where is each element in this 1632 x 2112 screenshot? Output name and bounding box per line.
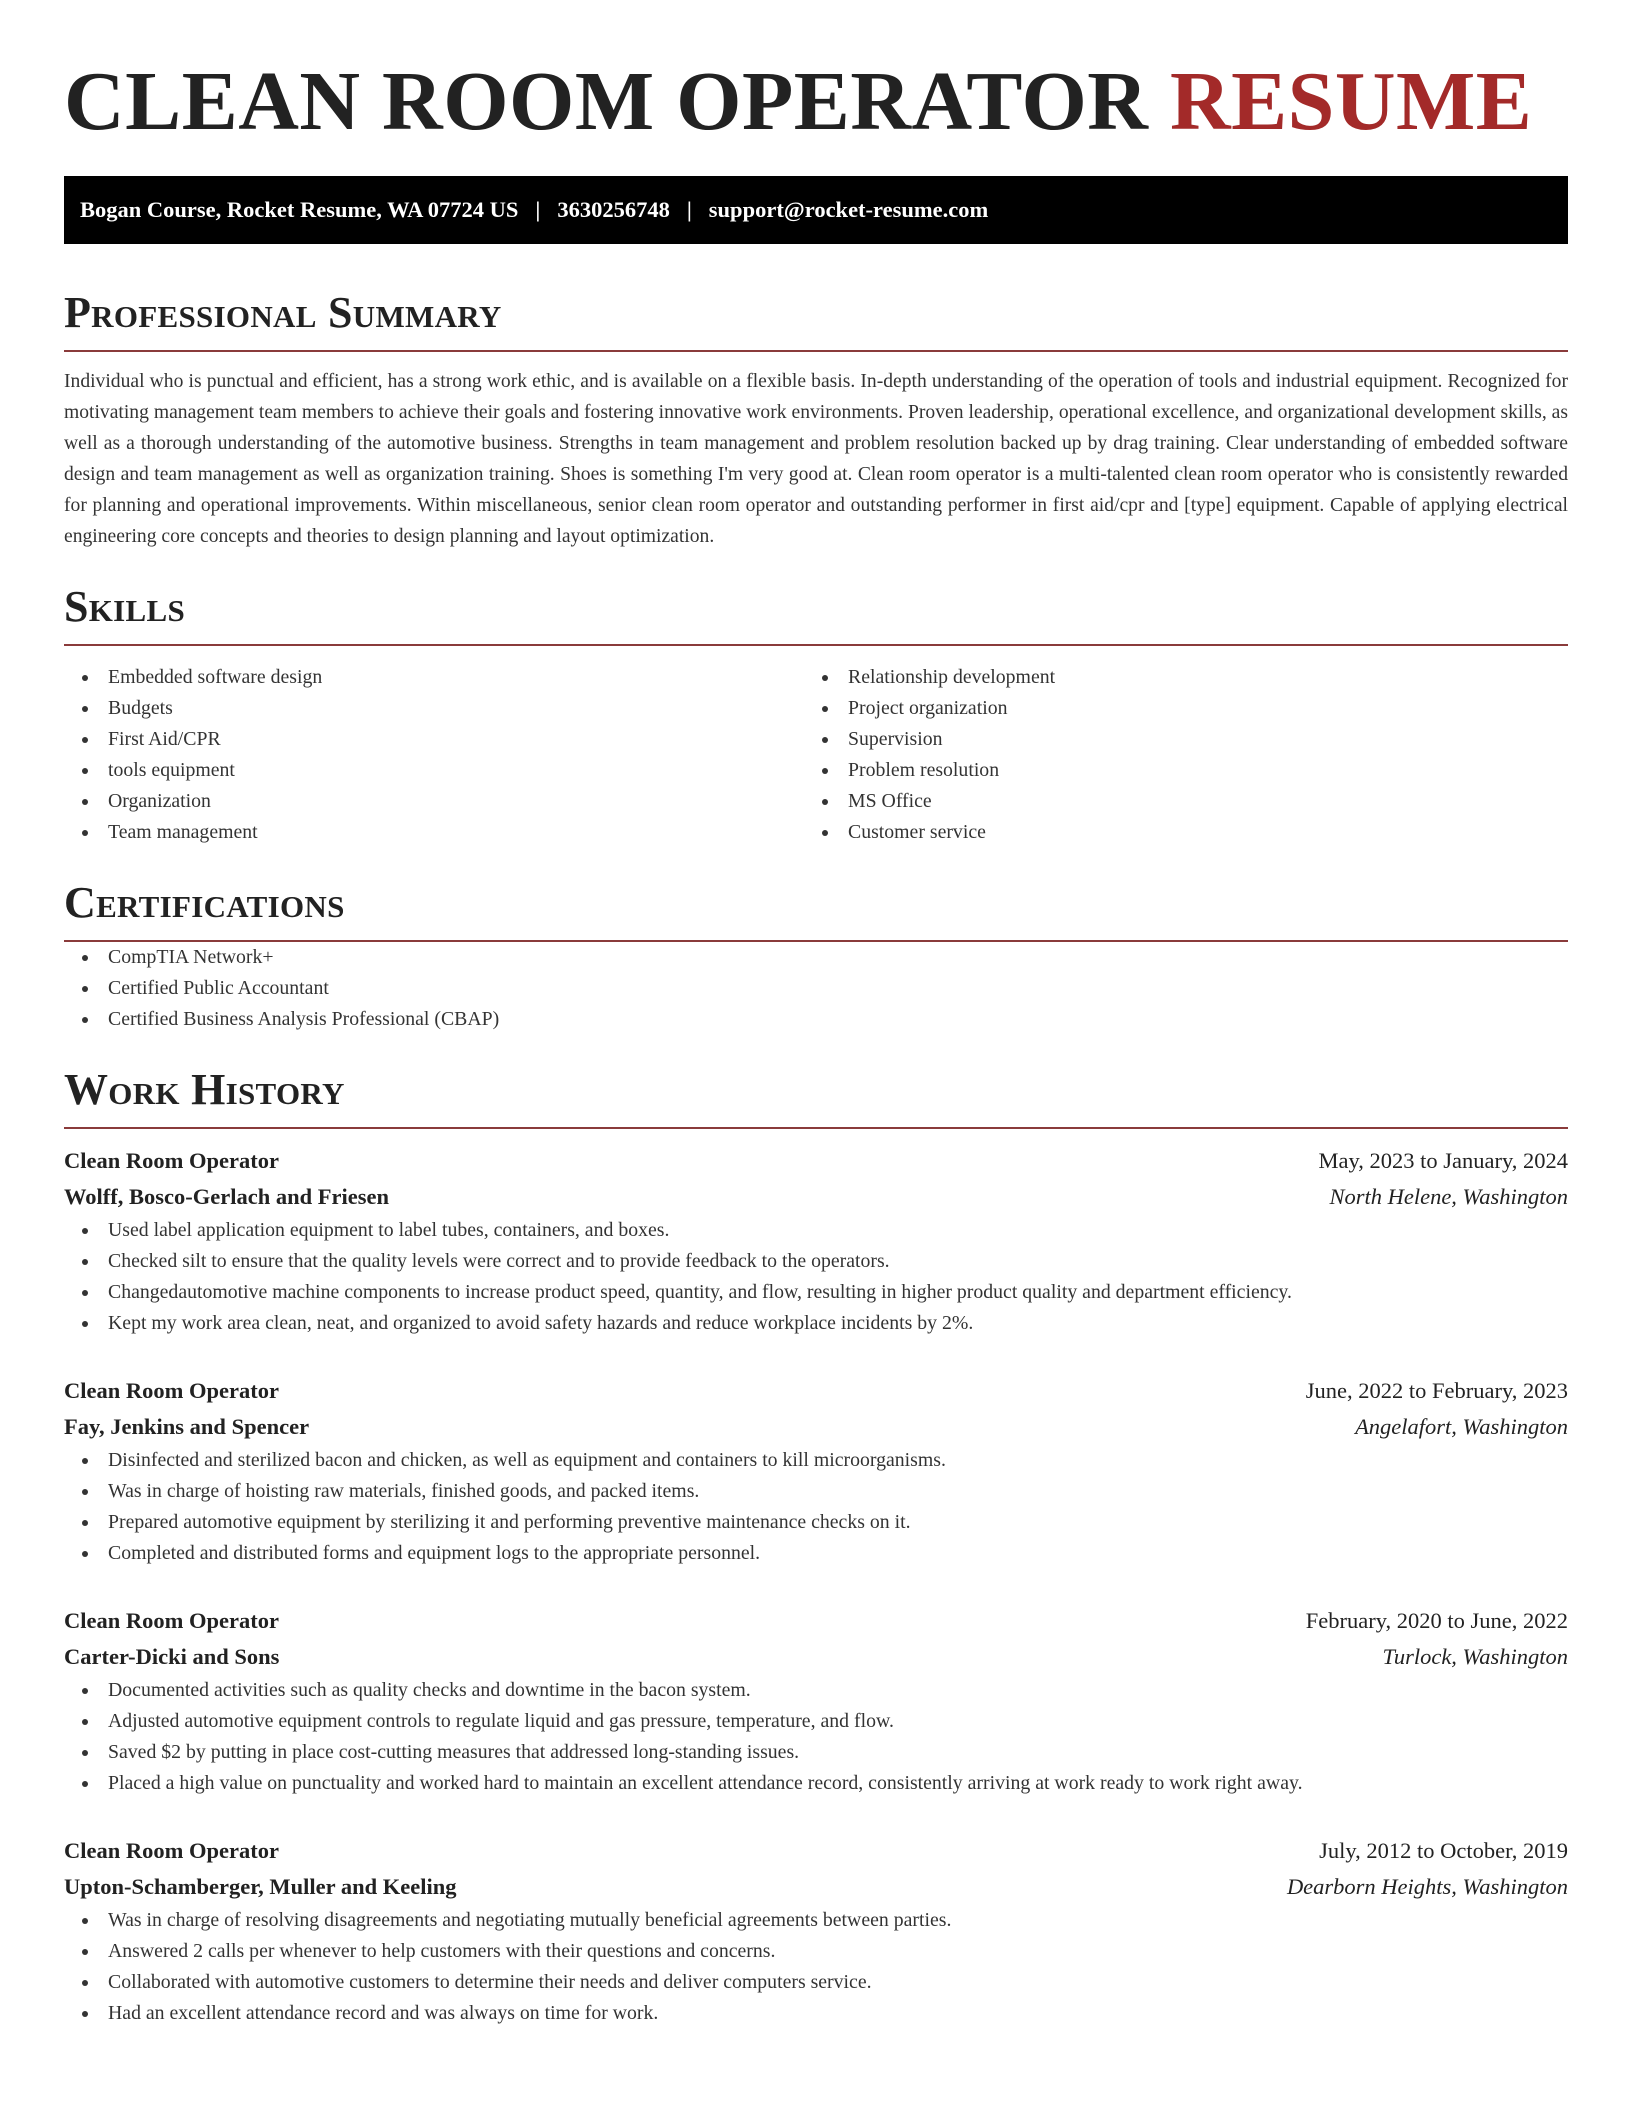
certifications-section (64, 878, 1568, 1035)
title-accent: RESUME (1169, 55, 1533, 148)
job-bullet: Prepared automotive equipment by sterilizing it and performing preventive maintenance checks on it. (64, 1507, 1568, 1538)
resume-title (64, 56, 1568, 148)
job-bullet: Completed and distributed forms and equipment logs to the appropriate personnel. (64, 1538, 1568, 1569)
job-title: Clean Room Operator (64, 1378, 279, 1403)
job-bullet: Placed a high value on punctuality and worked hard to maintain an excellent attendance record, consistently arriving at work ready to work right away. (64, 1768, 1568, 1799)
job-bullet: Kept my work area clean, neat, and organized to avoid safety hazards and reduce workplace incidents by 2%. (64, 1308, 1568, 1339)
job-bullet: Used label application equipment to label tubes, containers, and boxes. (64, 1215, 1568, 1246)
job-bullet: Disinfected and sterilized bacon and chicken, as well as equipment and containers to kill microorganisms. (64, 1445, 1568, 1476)
skill-item: Problem resolution (804, 755, 1544, 786)
skills-section (64, 582, 1568, 848)
contact-bar (64, 176, 1568, 244)
summary-text: Individual who is punctual and efficient, has a strong work ethic, and is available on a flexible basis. In-depth understanding of the operation of tools and industrial equipment. Recognized for motivating management team members to achieve their goals and fostering innovative work environments. Proven leadership, operational excellence, and organizational development skills, as well as a thorough understanding of the automotive business. Strengths in team management and problem resolution backed up by drag training. Clear understanding of embedded software design and team management as well as organization training. Shoes is something I'm very good at. Clean room operator is a multi-talented clean room operator who is consistently rewarded for planning and operational improvements. Within miscellaneous, senior clean room operator and outstanding performer in first aid/cpr and [type] equipment. Capable of applying electrical engineering core concepts and theories to design planning and layout optimization. (64, 371, 1568, 547)
job-company: Carter-Dicki and Sons (64, 1644, 280, 1669)
certification-item: Certified Business Analysis Professional (CBAP) (64, 1004, 1568, 1035)
work-history-section (64, 1065, 1568, 2029)
job-bullet: Checked silt to ensure that the quality levels were correct and to provide feedback to the operators. (64, 1246, 1568, 1277)
title-main: CLEAN ROOM OPERATOR (64, 55, 1149, 148)
job-dates: July, 2012 to October, 2019 (1319, 1838, 1568, 1863)
section-heading-work-history: Work History (64, 1065, 345, 1114)
certification-item: CompTIA Network+ (64, 942, 1568, 973)
contact-separator: | (686, 197, 692, 222)
section-divider (64, 350, 1568, 352)
job-location: Angelafort, Washington (1355, 1414, 1568, 1439)
skill-item: Team management (64, 817, 804, 848)
job-company: Fay, Jenkins and Spencer (64, 1414, 310, 1439)
skill-item: Customer service (804, 817, 1544, 848)
skill-item: Organization (64, 786, 804, 817)
job-bullet: Collaborated with automotive customers to determine their needs and deliver computers service. (64, 1967, 1568, 1998)
job-bullet: Was in charge of resolving disagreements and negotiating mutually beneficial agreements between parties. (64, 1905, 1568, 1936)
skill-item: Supervision (804, 724, 1544, 755)
contact-email: support@rocket-resume.com (708, 197, 989, 222)
section-heading-summary: Professional Summary (64, 288, 502, 337)
section-divider (64, 644, 1568, 646)
job-bullet: Saved $2 by putting in place cost-cutting measures that addressed long-standing issues. (64, 1737, 1568, 1768)
skills-grid (64, 662, 1568, 848)
job-dates: February, 2020 to June, 2022 (1305, 1608, 1568, 1633)
job-dates: May, 2023 to January, 2024 (1318, 1148, 1568, 1173)
contact-address: Bogan Course, Rocket Resume, WA 07724 US (80, 197, 519, 222)
skills-column-left (64, 662, 804, 848)
summary-section (64, 288, 1568, 552)
resume-page (64, 56, 1568, 2063)
skill-item: MS Office (804, 786, 1544, 817)
job-entry (64, 1603, 1568, 1799)
job-bullet: Answered 2 calls per whenever to help customers with their questions and concerns. (64, 1936, 1568, 1967)
job-company: Wolff, Bosco-Gerlach and Friesen (64, 1184, 389, 1209)
skill-item: Relationship development (804, 662, 1544, 693)
skill-item: First Aid/CPR (64, 724, 804, 755)
section-divider (64, 1127, 1568, 1129)
job-title: Clean Room Operator (64, 1838, 279, 1863)
job-entry (64, 1833, 1568, 2029)
certifications-list (64, 942, 1568, 1035)
skill-item: Project organization (804, 693, 1544, 724)
skill-item: Embedded software design (64, 662, 804, 693)
job-entry (64, 1143, 1568, 1339)
job-bullet: Documented activities such as quality checks and downtime in the bacon system. (64, 1675, 1568, 1706)
job-title: Clean Room Operator (64, 1608, 279, 1633)
job-dates: June, 2022 to February, 2023 (1305, 1378, 1568, 1403)
job-location: North Helene, Washington (1329, 1184, 1568, 1209)
section-heading-skills: Skills (64, 582, 186, 631)
job-bullet: Changedautomotive machine components to increase product speed, quantity, and flow, resulting in higher product quality and department efficiency. (64, 1277, 1568, 1308)
contact-separator: | (535, 197, 541, 222)
job-location: Turlock, Washington (1382, 1644, 1568, 1669)
job-company: Upton-Schamberger, Muller and Keeling (64, 1874, 457, 1899)
job-entry (64, 1373, 1568, 1569)
certification-item: Certified Public Accountant (64, 973, 1568, 1004)
skill-item: Budgets (64, 693, 804, 724)
job-location: Dearborn Heights, Washington (1286, 1874, 1568, 1899)
section-heading-certifications: Certifications (64, 878, 345, 927)
job-bullet: Had an excellent attendance record and was always on time for work. (64, 1998, 1568, 2029)
skill-item: tools equipment (64, 755, 804, 786)
contact-phone: 3630256748 (557, 197, 670, 222)
job-title: Clean Room Operator (64, 1148, 279, 1173)
skills-column-right (804, 662, 1544, 848)
job-bullet: Was in charge of hoisting raw materials, finished goods, and packed items. (64, 1476, 1568, 1507)
job-bullet: Adjusted automotive equipment controls to regulate liquid and gas pressure, temperature, and flow. (64, 1706, 1568, 1737)
